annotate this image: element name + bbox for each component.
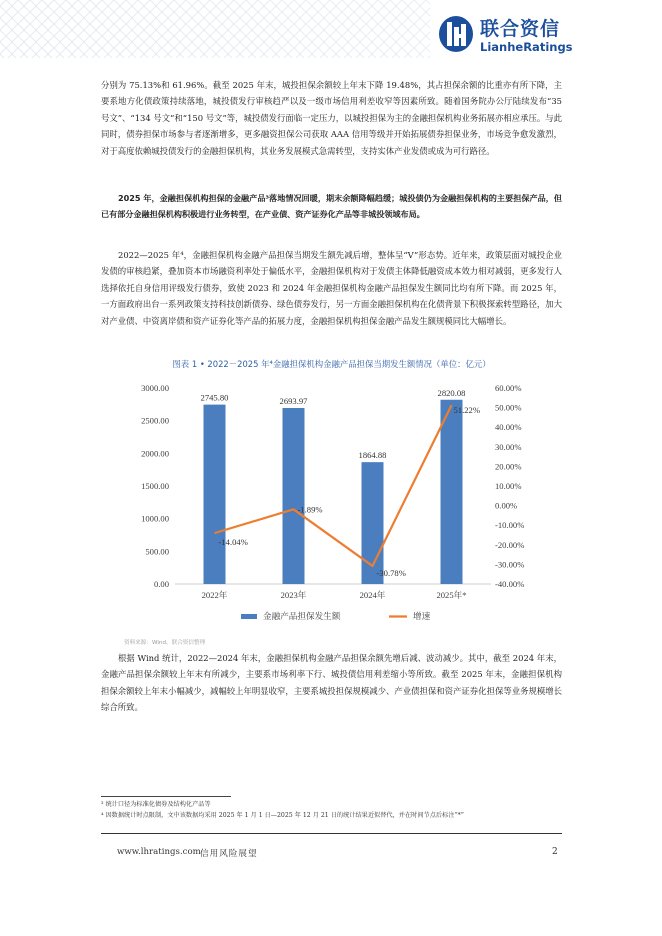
- y-right-tick-label: 30.00%: [495, 441, 522, 452]
- y-right-tick-label: 20.00%: [495, 461, 522, 472]
- bar-data-label: 2745.80: [200, 392, 229, 403]
- line-data-label: -30.78%: [376, 567, 406, 578]
- bar-data-label: 2693.97: [279, 395, 308, 406]
- y-right-tick-label: -20.00%: [495, 539, 525, 550]
- figure-title: 图表 1 • 2022－2025 年⁴金融担保机构金融产品担保当期发生额情况（单位：亿元）: [172, 359, 491, 369]
- line-data-label: -14.04%: [218, 537, 248, 548]
- bar-data-label: 2820.08: [437, 387, 466, 398]
- y-right-tick-label: -30.00%: [495, 559, 525, 570]
- x-tick-label: 2024年: [359, 590, 386, 600]
- y-right-tick-label: 60.00%: [495, 383, 522, 393]
- y-right-tick-label: 10.00%: [495, 481, 522, 491]
- footnote-3: ³ 统计口径为标准化债券及结构化产品等: [101, 801, 211, 808]
- y-right-tick-label: -10.00%: [495, 520, 525, 531]
- y-left-tick-label: 1000.00: [141, 513, 169, 524]
- y-left-tick-label: 2000.00: [141, 448, 169, 459]
- page-number: 2: [552, 847, 558, 857]
- paragraph-4: 根据 Wind 统计，2022—2024 年末，金融担保机构金融产品担保余额先增后减、波动减少。其中，截至 2024 年末，金融产品担保余额较上年末有所减少，主要系市场利率下行、城投债信用利差缩小等所致。截至 2025 年末，金融担保机构担保余额较上年末小幅减少，减幅较上年明显收窄，主要系城投担保规模减少、产业债担保和资产证券化担保等业务规模增长综合所致。: [101, 653, 562, 713]
- y-left-tick-label: 1500.00: [141, 481, 169, 491]
- legend-bar-label: 金融产品担保发生额: [263, 612, 341, 622]
- bar-2023年: [283, 408, 305, 584]
- y-left-tick-label: 2500.00: [141, 415, 169, 426]
- logo-chinese-text: 联合资信: [480, 18, 561, 40]
- line-data-label: 51.22%: [453, 405, 480, 416]
- bar-2022年: [204, 405, 226, 584]
- paragraph-1: 分别为 75.13%和 61.96%。截至 2025 年末，城投担保余额较上年末下降 19.48%，其占担保余额的比重亦有所下降，主要系地方化债政策持续落地，城投债发行审核趋严以及一级市场信用利差收窄等因素所致。随着国务院办公厅陆续发布“35 号文”、“134 号文”和“150 号文”等，城投债发行面临一定压力，以城投担保为主的金融担保机构业务拓展亦相应承压。与此同时，债券担保市场参与者逐渐增多，更多融资担保公司获取 AAA 信用等级并开始拓展债券担保业务，市场竞争愈发激烈，对于高度依赖城投债发行的金融担保机构，其业务发展模式急需转型，支持实体产业发债或成为可行路径。: [101, 80, 562, 156]
- y-right-tick-label: -40.00%: [495, 579, 525, 589]
- y-left-tick-label: 500.00: [145, 546, 169, 557]
- footnote-4: ⁴ 因数据统计时点限制，文中该数据均采用 2025 年 1 月 1 日—2025 年 12 月 21 日的统计结果近似替代，并在时间节点后标注“*”: [101, 812, 464, 819]
- lianhe-logo-icon: [438, 15, 474, 53]
- legend-bar-swatch: [241, 614, 257, 619]
- growth-line: [215, 405, 452, 566]
- logo-english-text: LianheRatings: [480, 40, 573, 54]
- paragraph-2-bold: 2025 年，金融担保机构担保的金融产品³落地情况回暖，期末余额降幅趋缓；城投债仍为金融担保机构的主要担保产品，但已有部分金融担保机构积极进行业务转型，在产业债、资产证券化产品等非城投领域布局。: [101, 193, 562, 220]
- footer-url-link[interactable]: www.lhratings.com: [117, 847, 201, 857]
- figure-source: 资料来源：Wind，联合资信整理: [124, 640, 206, 646]
- x-tick-label: 2023年: [280, 590, 307, 600]
- footnote-divider: [101, 796, 231, 797]
- bar-line-chart: [101, 372, 562, 642]
- x-tick-label: 2022年: [201, 590, 228, 600]
- y-left-tick-label: 3000.00: [141, 383, 169, 393]
- y-right-tick-label: 0.00%: [495, 500, 518, 511]
- bar-2025年*: [441, 400, 463, 584]
- bar-data-label: 1864.88: [358, 450, 387, 461]
- y-left-tick-label: 0.00: [153, 579, 169, 589]
- y-right-tick-label: 40.00%: [495, 422, 522, 433]
- footer-motto: 信用风险展望: [200, 849, 258, 859]
- paragraph-3: 2022—2025 年⁴，金融担保机构金融产品担保当期发生额先减后增，整体呈“V”形态势。近年来，政策层面对城投企业发债的审核趋紧，叠加资本市场融资利率处于偏低水平，金融担保机构对于发债主体降低融资成本效力相对减弱，更多发行人选择依托自身信用评级发行债券，致使 2023 和 2024 年金融担保机构金融产品担保发生额同比均有所下降。而 2025 年，一方面政府出台一系列政策支持科技创新债券、绿色债券发行，另一方面金融担保机构在化债背景下积极探索转型路径，加大对产业债、中资离岸债和资产证券化等产品的拓展力度，金融担保机构担保金融产品发生额规模同比大幅增长。: [101, 250, 562, 326]
- x-tick-label: 2025年*: [436, 590, 467, 600]
- brand-logo: [438, 13, 638, 57]
- legend-line-label: 增速: [413, 612, 431, 622]
- line-data-label: -1.89%: [297, 504, 323, 515]
- header-decorative-pattern: [0, 0, 430, 58]
- footer-divider: [101, 833, 562, 834]
- y-right-tick-label: 50.00%: [495, 402, 522, 413]
